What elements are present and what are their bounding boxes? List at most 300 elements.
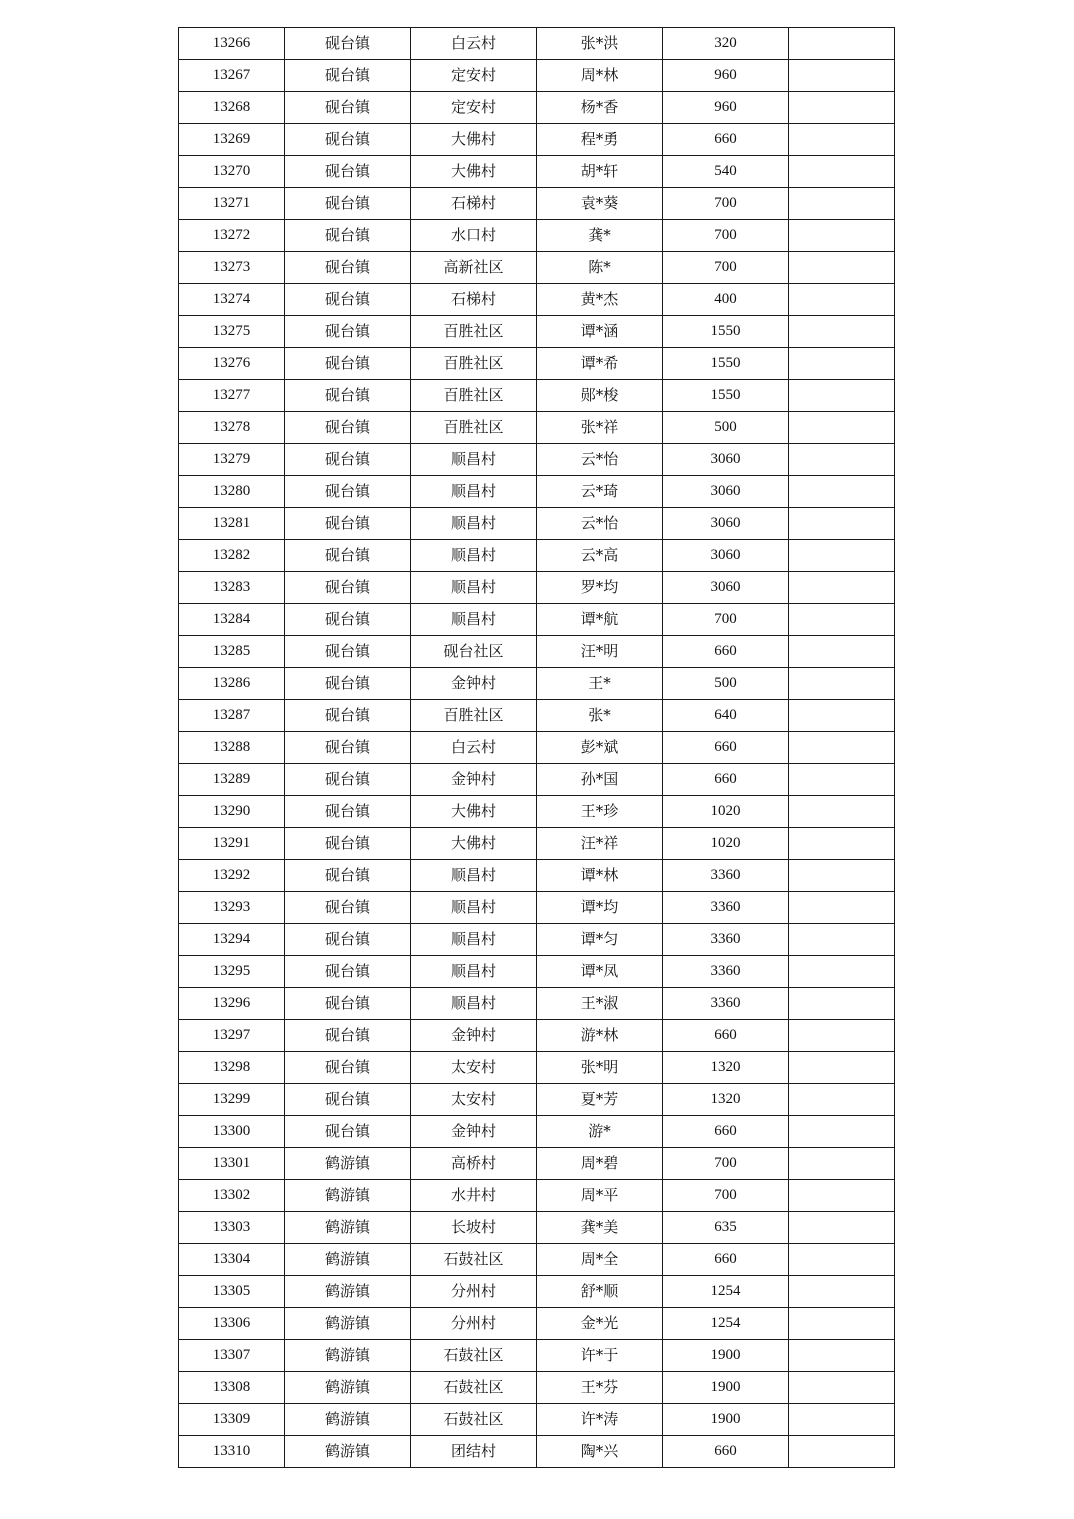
cell-person-name: 王*淑 — [537, 988, 663, 1020]
cell-amount: 1320 — [663, 1084, 789, 1116]
cell-person-name: 龚*美 — [537, 1212, 663, 1244]
cell-serial-number: 13288 — [179, 732, 285, 764]
cell-person-name: 周*全 — [537, 1244, 663, 1276]
cell-village: 白云村 — [411, 28, 537, 60]
cell-note — [789, 1340, 895, 1372]
cell-note — [789, 540, 895, 572]
cell-town: 砚台镇 — [285, 444, 411, 476]
cell-note — [789, 380, 895, 412]
cell-serial-number: 13306 — [179, 1308, 285, 1340]
cell-town: 砚台镇 — [285, 92, 411, 124]
cell-person-name: 谭*涵 — [537, 316, 663, 348]
cell-note — [789, 1436, 895, 1468]
table-row — [179, 124, 895, 156]
cell-note — [789, 284, 895, 316]
cell-village: 团结村 — [411, 1436, 537, 1468]
cell-town: 砚台镇 — [285, 476, 411, 508]
cell-village: 顺昌村 — [411, 892, 537, 924]
cell-amount: 640 — [663, 700, 789, 732]
cell-village: 顺昌村 — [411, 572, 537, 604]
cell-town: 砚台镇 — [285, 124, 411, 156]
cell-person-name: 云*琦 — [537, 476, 663, 508]
cell-person-name: 王*芬 — [537, 1372, 663, 1404]
table-row — [179, 956, 895, 988]
cell-note — [789, 508, 895, 540]
cell-person-name: 张*祥 — [537, 412, 663, 444]
cell-amount: 700 — [663, 252, 789, 284]
cell-person-name: 谭*希 — [537, 348, 663, 380]
cell-village: 金钟村 — [411, 1116, 537, 1148]
cell-amount: 3360 — [663, 860, 789, 892]
cell-amount: 1550 — [663, 380, 789, 412]
table-row — [179, 92, 895, 124]
cell-village: 百胜社区 — [411, 380, 537, 412]
cell-serial-number: 13276 — [179, 348, 285, 380]
table-row — [179, 828, 895, 860]
table-row — [179, 764, 895, 796]
table-row — [179, 156, 895, 188]
cell-person-name: 汪*祥 — [537, 828, 663, 860]
cell-person-name: 许*于 — [537, 1340, 663, 1372]
cell-town: 砚台镇 — [285, 284, 411, 316]
cell-amount: 500 — [663, 412, 789, 444]
cell-serial-number: 13277 — [179, 380, 285, 412]
cell-village: 分州村 — [411, 1308, 537, 1340]
cell-town: 鹤游镇 — [285, 1308, 411, 1340]
cell-note — [789, 636, 895, 668]
cell-note — [789, 1308, 895, 1340]
cell-note — [789, 188, 895, 220]
cell-person-name: 游* — [537, 1116, 663, 1148]
cell-village: 金钟村 — [411, 764, 537, 796]
table-row — [179, 924, 895, 956]
cell-amount: 635 — [663, 1212, 789, 1244]
cell-person-name: 许*涛 — [537, 1404, 663, 1436]
cell-amount: 1550 — [663, 316, 789, 348]
cell-amount: 660 — [663, 1116, 789, 1148]
table-row — [179, 668, 895, 700]
cell-note — [789, 572, 895, 604]
table-row — [179, 1180, 895, 1212]
cell-note — [789, 316, 895, 348]
cell-person-name: 谭*均 — [537, 892, 663, 924]
cell-serial-number: 13286 — [179, 668, 285, 700]
cell-amount: 700 — [663, 1148, 789, 1180]
cell-village: 砚台社区 — [411, 636, 537, 668]
table-row — [179, 636, 895, 668]
table-row — [179, 1212, 895, 1244]
cell-serial-number: 13267 — [179, 60, 285, 92]
cell-serial-number: 13296 — [179, 988, 285, 1020]
cell-serial-number: 13295 — [179, 956, 285, 988]
table-row — [179, 1404, 895, 1436]
cell-serial-number: 13272 — [179, 220, 285, 252]
cell-town: 砚台镇 — [285, 60, 411, 92]
cell-town: 鹤游镇 — [285, 1340, 411, 1372]
cell-serial-number: 13282 — [179, 540, 285, 572]
cell-town: 鹤游镇 — [285, 1372, 411, 1404]
cell-amount: 700 — [663, 1180, 789, 1212]
cell-village: 顺昌村 — [411, 508, 537, 540]
cell-village: 高新社区 — [411, 252, 537, 284]
cell-town: 砚台镇 — [285, 572, 411, 604]
cell-amount: 660 — [663, 732, 789, 764]
cell-note — [789, 60, 895, 92]
cell-person-name: 程*勇 — [537, 124, 663, 156]
cell-town: 砚台镇 — [285, 348, 411, 380]
cell-village: 金钟村 — [411, 1020, 537, 1052]
cell-village: 高桥村 — [411, 1148, 537, 1180]
table-row — [179, 796, 895, 828]
cell-town: 砚台镇 — [285, 828, 411, 860]
cell-person-name: 黄*杰 — [537, 284, 663, 316]
cell-note — [789, 348, 895, 380]
cell-village: 石梯村 — [411, 284, 537, 316]
cell-amount: 3060 — [663, 444, 789, 476]
cell-town: 砚台镇 — [285, 252, 411, 284]
cell-village: 大佛村 — [411, 156, 537, 188]
cell-amount: 500 — [663, 668, 789, 700]
cell-note — [789, 668, 895, 700]
cell-serial-number: 13266 — [179, 28, 285, 60]
cell-amount: 1320 — [663, 1052, 789, 1084]
cell-village: 顺昌村 — [411, 476, 537, 508]
cell-amount: 1020 — [663, 796, 789, 828]
cell-note — [789, 92, 895, 124]
cell-town: 砚台镇 — [285, 700, 411, 732]
cell-amount: 3060 — [663, 476, 789, 508]
cell-person-name: 陈* — [537, 252, 663, 284]
cell-person-name: 胡*轩 — [537, 156, 663, 188]
cell-town: 砚台镇 — [285, 732, 411, 764]
cell-town: 砚台镇 — [285, 764, 411, 796]
cell-person-name: 周*碧 — [537, 1148, 663, 1180]
cell-amount: 3060 — [663, 540, 789, 572]
cell-serial-number: 13274 — [179, 284, 285, 316]
cell-note — [789, 1404, 895, 1436]
cell-village: 顺昌村 — [411, 540, 537, 572]
table-row — [179, 252, 895, 284]
cell-amount: 660 — [663, 764, 789, 796]
cell-village: 金钟村 — [411, 668, 537, 700]
cell-person-name: 周*平 — [537, 1180, 663, 1212]
cell-amount: 1900 — [663, 1404, 789, 1436]
cell-village: 分州村 — [411, 1276, 537, 1308]
cell-person-name: 舒*顺 — [537, 1276, 663, 1308]
table-row — [179, 1148, 895, 1180]
cell-amount: 3060 — [663, 572, 789, 604]
cell-town: 砚台镇 — [285, 892, 411, 924]
cell-note — [789, 1052, 895, 1084]
cell-amount: 3360 — [663, 956, 789, 988]
cell-town: 砚台镇 — [285, 956, 411, 988]
cell-note — [789, 892, 895, 924]
table-body — [179, 28, 895, 1468]
cell-town: 砚台镇 — [285, 316, 411, 348]
table-row — [179, 316, 895, 348]
cell-village: 石鼓社区 — [411, 1404, 537, 1436]
cell-person-name: 张*明 — [537, 1052, 663, 1084]
cell-town: 砚台镇 — [285, 508, 411, 540]
cell-village: 顺昌村 — [411, 860, 537, 892]
cell-town: 砚台镇 — [285, 636, 411, 668]
table-row — [179, 1308, 895, 1340]
cell-town: 砚台镇 — [285, 1020, 411, 1052]
cell-serial-number: 13285 — [179, 636, 285, 668]
table-row — [179, 860, 895, 892]
cell-town: 砚台镇 — [285, 604, 411, 636]
cell-village: 顺昌村 — [411, 924, 537, 956]
cell-town: 砚台镇 — [285, 156, 411, 188]
cell-serial-number: 13299 — [179, 1084, 285, 1116]
cell-serial-number: 13291 — [179, 828, 285, 860]
cell-serial-number: 13287 — [179, 700, 285, 732]
cell-serial-number: 13280 — [179, 476, 285, 508]
cell-amount: 3360 — [663, 924, 789, 956]
table-row — [179, 220, 895, 252]
cell-town: 砚台镇 — [285, 860, 411, 892]
cell-village: 百胜社区 — [411, 316, 537, 348]
cell-person-name: 张*洪 — [537, 28, 663, 60]
cell-amount: 660 — [663, 124, 789, 156]
cell-note — [789, 796, 895, 828]
cell-village: 顺昌村 — [411, 956, 537, 988]
cell-amount: 660 — [663, 1020, 789, 1052]
cell-person-name: 陶*兴 — [537, 1436, 663, 1468]
cell-person-name: 彭*斌 — [537, 732, 663, 764]
cell-note — [789, 764, 895, 796]
cell-serial-number: 13268 — [179, 92, 285, 124]
cell-town: 鹤游镇 — [285, 1244, 411, 1276]
cell-person-name: 谭*航 — [537, 604, 663, 636]
cell-person-name: 汪*明 — [537, 636, 663, 668]
cell-serial-number: 13307 — [179, 1340, 285, 1372]
table-row — [179, 508, 895, 540]
cell-person-name: 夏*芳 — [537, 1084, 663, 1116]
cell-amount: 700 — [663, 220, 789, 252]
cell-note — [789, 476, 895, 508]
cell-serial-number: 13270 — [179, 156, 285, 188]
cell-person-name: 云*高 — [537, 540, 663, 572]
cell-serial-number: 13278 — [179, 412, 285, 444]
cell-person-name: 云*怡 — [537, 508, 663, 540]
table-row — [179, 444, 895, 476]
cell-village: 太安村 — [411, 1084, 537, 1116]
cell-town: 砚台镇 — [285, 1084, 411, 1116]
cell-serial-number: 13292 — [179, 860, 285, 892]
table-row — [179, 892, 895, 924]
cell-amount: 1900 — [663, 1372, 789, 1404]
data-table — [178, 27, 895, 1468]
cell-person-name: 周*林 — [537, 60, 663, 92]
table-row — [179, 28, 895, 60]
table-row — [179, 572, 895, 604]
cell-town: 砚台镇 — [285, 412, 411, 444]
cell-amount: 3360 — [663, 892, 789, 924]
cell-note — [789, 28, 895, 60]
cell-note — [789, 956, 895, 988]
table-row — [179, 540, 895, 572]
cell-person-name: 孙*国 — [537, 764, 663, 796]
cell-village: 石鼓社区 — [411, 1372, 537, 1404]
cell-serial-number: 13300 — [179, 1116, 285, 1148]
table-row — [179, 476, 895, 508]
cell-serial-number: 13298 — [179, 1052, 285, 1084]
cell-serial-number: 13303 — [179, 1212, 285, 1244]
cell-village: 顺昌村 — [411, 604, 537, 636]
table-row — [179, 988, 895, 1020]
cell-note — [789, 732, 895, 764]
cell-person-name: 谭*凤 — [537, 956, 663, 988]
cell-serial-number: 13289 — [179, 764, 285, 796]
cell-village: 水井村 — [411, 1180, 537, 1212]
cell-person-name: 郧*梭 — [537, 380, 663, 412]
cell-village: 定安村 — [411, 92, 537, 124]
cell-amount: 320 — [663, 28, 789, 60]
table-row — [179, 188, 895, 220]
cell-note — [789, 156, 895, 188]
cell-village: 百胜社区 — [411, 700, 537, 732]
table-row — [179, 412, 895, 444]
cell-note — [789, 604, 895, 636]
cell-person-name: 张* — [537, 700, 663, 732]
cell-amount: 400 — [663, 284, 789, 316]
cell-person-name: 袁*葵 — [537, 188, 663, 220]
cell-note — [789, 1244, 895, 1276]
cell-note — [789, 1148, 895, 1180]
cell-note — [789, 252, 895, 284]
cell-village: 顺昌村 — [411, 988, 537, 1020]
cell-serial-number: 13273 — [179, 252, 285, 284]
cell-note — [789, 700, 895, 732]
table-row — [179, 700, 895, 732]
cell-note — [789, 924, 895, 956]
cell-amount: 1254 — [663, 1276, 789, 1308]
cell-person-name: 云*怡 — [537, 444, 663, 476]
cell-amount: 1550 — [663, 348, 789, 380]
cell-town: 鹤游镇 — [285, 1180, 411, 1212]
cell-village: 石鼓社区 — [411, 1244, 537, 1276]
cell-serial-number: 13281 — [179, 508, 285, 540]
cell-amount: 960 — [663, 60, 789, 92]
cell-village: 石梯村 — [411, 188, 537, 220]
cell-serial-number: 13301 — [179, 1148, 285, 1180]
cell-town: 砚台镇 — [285, 380, 411, 412]
table-row — [179, 732, 895, 764]
cell-amount: 660 — [663, 636, 789, 668]
cell-serial-number: 13308 — [179, 1372, 285, 1404]
table-row — [179, 1372, 895, 1404]
cell-person-name: 杨*香 — [537, 92, 663, 124]
cell-person-name: 罗*均 — [537, 572, 663, 604]
cell-note — [789, 124, 895, 156]
cell-village: 石鼓社区 — [411, 1340, 537, 1372]
table-row — [179, 1116, 895, 1148]
cell-serial-number: 13269 — [179, 124, 285, 156]
cell-amount: 3360 — [663, 988, 789, 1020]
cell-town: 砚台镇 — [285, 540, 411, 572]
table-row — [179, 60, 895, 92]
cell-serial-number: 13284 — [179, 604, 285, 636]
cell-amount: 700 — [663, 604, 789, 636]
cell-serial-number: 13310 — [179, 1436, 285, 1468]
cell-village: 大佛村 — [411, 828, 537, 860]
cell-note — [789, 860, 895, 892]
cell-serial-number: 13290 — [179, 796, 285, 828]
cell-serial-number: 13294 — [179, 924, 285, 956]
cell-person-name: 王*珍 — [537, 796, 663, 828]
table-row — [179, 1340, 895, 1372]
cell-amount: 3060 — [663, 508, 789, 540]
cell-amount: 660 — [663, 1436, 789, 1468]
cell-serial-number: 13297 — [179, 1020, 285, 1052]
cell-person-name: 龚* — [537, 220, 663, 252]
cell-serial-number: 13302 — [179, 1180, 285, 1212]
cell-person-name: 谭*匀 — [537, 924, 663, 956]
cell-town: 砚台镇 — [285, 188, 411, 220]
cell-note — [789, 1372, 895, 1404]
cell-note — [789, 1212, 895, 1244]
cell-town: 砚台镇 — [285, 1052, 411, 1084]
cell-note — [789, 444, 895, 476]
cell-village: 大佛村 — [411, 796, 537, 828]
cell-person-name: 王* — [537, 668, 663, 700]
cell-village: 顺昌村 — [411, 444, 537, 476]
cell-town: 砚台镇 — [285, 988, 411, 1020]
table-row — [179, 1020, 895, 1052]
cell-town: 鹤游镇 — [285, 1436, 411, 1468]
table-row — [179, 604, 895, 636]
cell-note — [789, 1276, 895, 1308]
cell-town: 砚台镇 — [285, 924, 411, 956]
cell-serial-number: 13279 — [179, 444, 285, 476]
cell-serial-number: 13283 — [179, 572, 285, 604]
cell-town: 砚台镇 — [285, 796, 411, 828]
cell-note — [789, 1116, 895, 1148]
cell-note — [789, 1180, 895, 1212]
table-row — [179, 1052, 895, 1084]
cell-town: 砚台镇 — [285, 28, 411, 60]
cell-note — [789, 220, 895, 252]
cell-village: 百胜社区 — [411, 412, 537, 444]
cell-note — [789, 988, 895, 1020]
table-row — [179, 348, 895, 380]
cell-note — [789, 412, 895, 444]
cell-village: 白云村 — [411, 732, 537, 764]
cell-village: 百胜社区 — [411, 348, 537, 380]
cell-village: 太安村 — [411, 1052, 537, 1084]
cell-village: 定安村 — [411, 60, 537, 92]
cell-amount: 660 — [663, 1244, 789, 1276]
cell-serial-number: 13304 — [179, 1244, 285, 1276]
cell-town: 鹤游镇 — [285, 1276, 411, 1308]
cell-town: 砚台镇 — [285, 220, 411, 252]
cell-person-name: 谭*林 — [537, 860, 663, 892]
cell-amount: 1020 — [663, 828, 789, 860]
cell-town: 砚台镇 — [285, 1116, 411, 1148]
cell-amount: 1254 — [663, 1308, 789, 1340]
cell-amount: 700 — [663, 188, 789, 220]
cell-village: 长坡村 — [411, 1212, 537, 1244]
table-row — [179, 1436, 895, 1468]
cell-town: 砚台镇 — [285, 668, 411, 700]
cell-village: 水口村 — [411, 220, 537, 252]
table-row — [179, 380, 895, 412]
cell-person-name: 金*光 — [537, 1308, 663, 1340]
cell-town: 鹤游镇 — [285, 1212, 411, 1244]
table-row — [179, 1276, 895, 1308]
cell-village: 大佛村 — [411, 124, 537, 156]
